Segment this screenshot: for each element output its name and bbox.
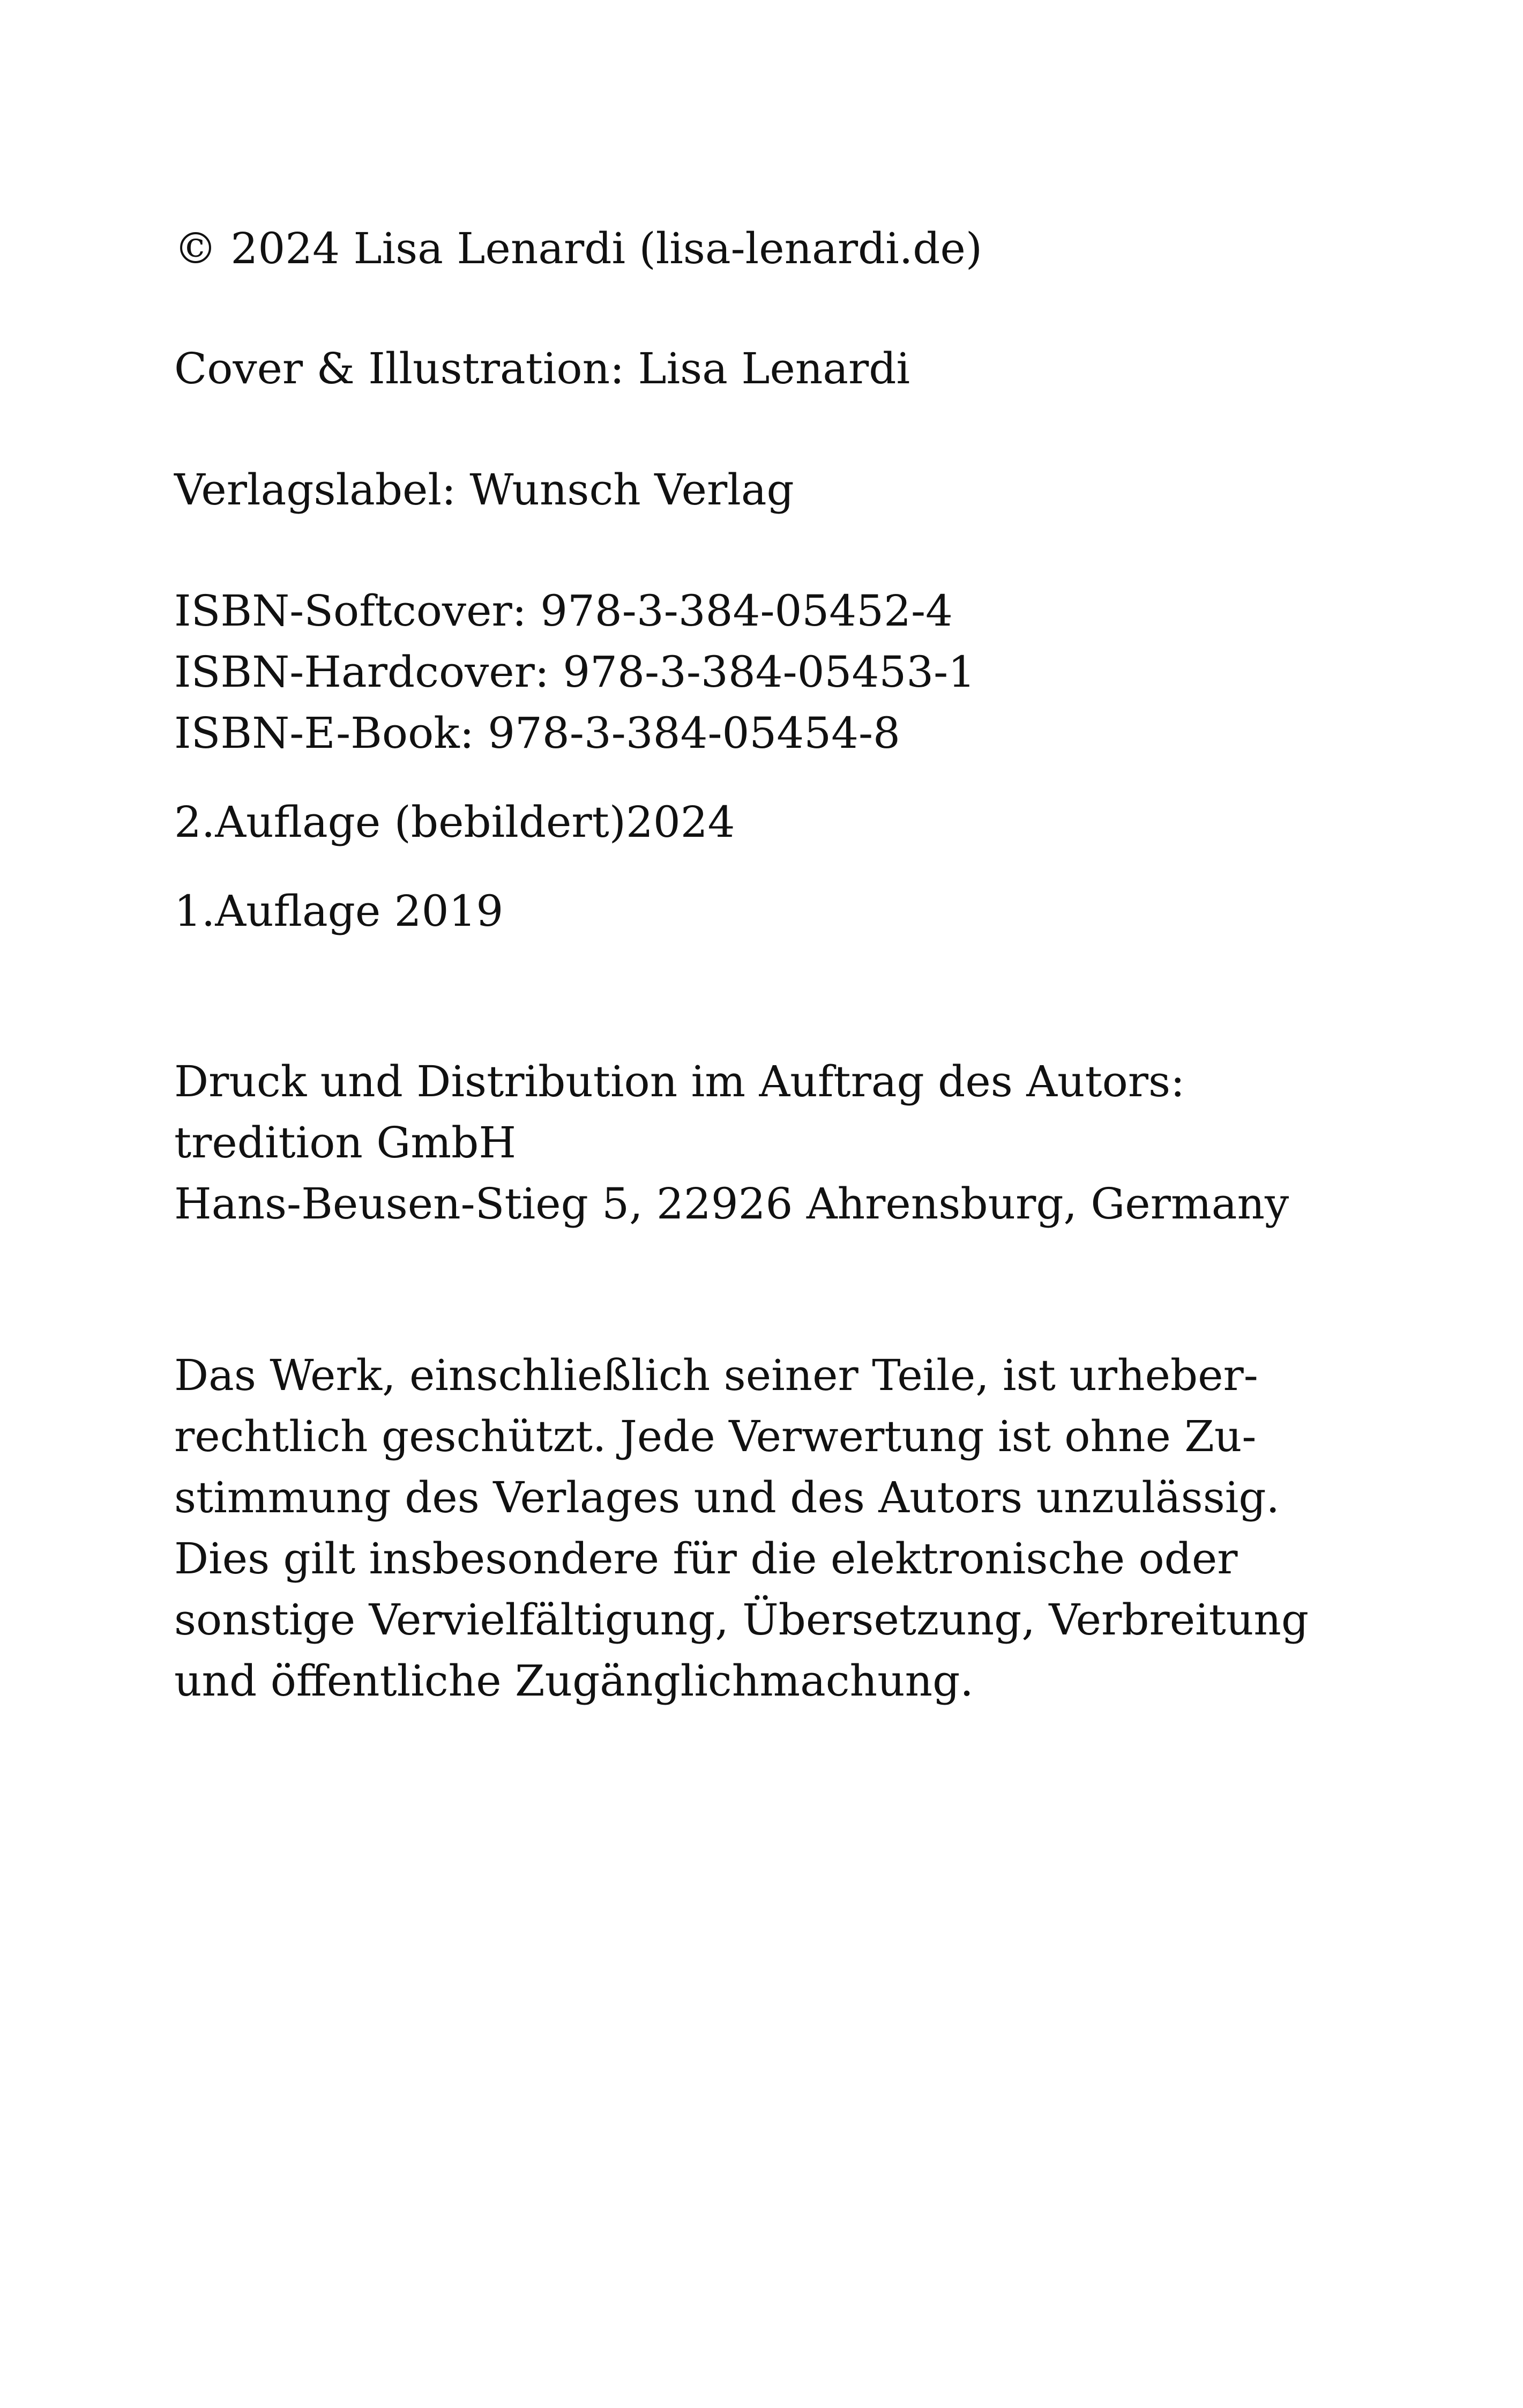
legal-notice-line: stimmung des Verlages und des Autors unzulässig. [174,1473,1280,1522]
isbn-softcover: ISBN-Softcover: 978-3-384-05452-4 [174,586,953,636]
publisher-label: Verlagslabel: Wunsch Verlag [174,465,794,515]
legal-notice-line: rechtlich geschützt. Jede Verwertung ist ohne Zu- [174,1411,1257,1461]
isbn-hardcover: ISBN-Hardcover: 978-3-384-05453-1 [174,647,976,697]
cover-credit: Cover & Illustration: Lisa Lenardi [174,344,910,393]
printer-line: Hans-Beusen-Stieg 5, 22926 Ahrensburg, Germany [174,1179,1289,1229]
isbn-ebook: ISBN-E-Book: 978-3-384-05454-8 [174,708,900,758]
printer-line: tredition GmbH [174,1118,517,1168]
legal-notice-line: Dies gilt insbesondere für die elektronische oder [174,1534,1238,1584]
copyright-line: © 2024 Lisa Lenardi (lisa-lenardi.de) [174,224,983,273]
legal-notice-line: sonstige Vervielfältigung, Übersetzung, Verbreitung [174,1595,1309,1645]
printer-line: Druck und Distribution im Auftrag des Autors: [174,1057,1185,1106]
legal-notice-line: Das Werk, einschließlich seiner Teile, ist urheber- [174,1350,1258,1400]
edition-first: 1.Auflage 2019 [174,886,504,936]
edition-second: 2.Auflage (bebildert)2024 [174,797,735,847]
legal-notice-line: und öffentliche Zugänglichmachung. [174,1656,974,1706]
